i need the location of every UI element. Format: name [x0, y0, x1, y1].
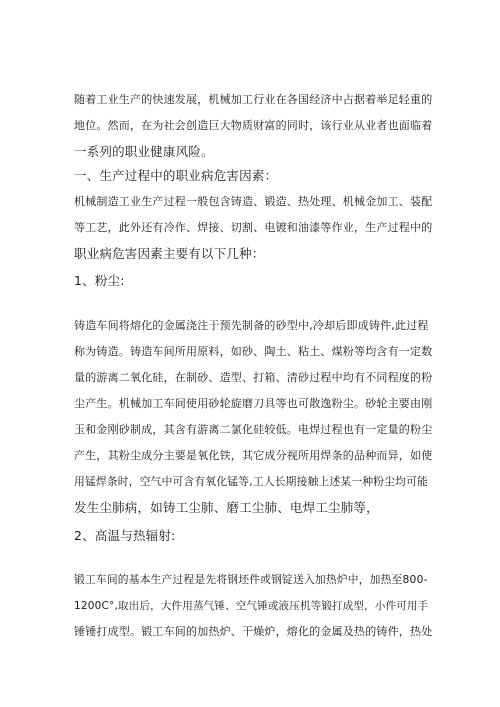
- item1-line-1: 铸造车间将熔化的金属浇注于预先制备的砂型中,冷却后即成铸件,此过程: [74, 319, 429, 332]
- item1-line-4: 尘产生。机械加工车间使用砂轮旋磨刀具等也可散逸粉尘。砂轮主要由刚: [74, 397, 433, 410]
- intro-line-3: 一系列的职业健康风险。: [74, 144, 214, 159]
- item1-line-7: 用锰焊条时，空气中可含有氧化锰等,工人长期接触上述某一种粉尘均可能: [74, 475, 429, 488]
- item1-line-3: 量的游离二氧化硅，在制砂、造型、打箱、清砂过程中均有不同程度的粉: [74, 371, 433, 384]
- intro-line-1: 随着工业生产的快速发展，机械加工行业在各国经济中占据着举足轻重的: [74, 93, 433, 106]
- item2-heading: 2、高温与热辐射:: [74, 528, 176, 543]
- intro-line-2: 地位。然而，在为社会创造巨大物质财富的同时，该行业从业者也面临着: [74, 119, 433, 132]
- item2-line-2: 1200C°,取出后，大件用蒸气锤、空气锤或液压机等锻打成型，小件可用手: [74, 600, 429, 612]
- item1-line-8: 发生尘肺病，如铸工尘肺、磨工尘肺、电焊工尘肺等，: [74, 500, 379, 515]
- section1-line-2: 等工艺，此外还有冷作、焊接、切割、电镀和油漆等作业，生产过程中的: [74, 221, 433, 234]
- section1-line-1: 机械制造工业生产过程一般包含铸造、锻造、热处理、机械金加工、装配: [74, 195, 433, 208]
- item1-line-2: 称为铸造。铸造车间所用原料，如砂、陶土、粘土、煤粉等均含有一定数: [74, 345, 433, 358]
- item1-line-6: 产生，其粉尘成分主要是氧化铁，其它成分视所用焊条的品种而异，如使: [74, 449, 433, 462]
- item1-line-5: 玉和金刚砂制成，其含有游离二氯化硅较低。电焊过程也有一定量的粉尘: [74, 423, 433, 436]
- item2-line-3: 锤锤打成型。锻工车间的加热炉、干燥炉，熔化的金属及热的铸件，热处: [74, 625, 433, 638]
- item1-heading: 1、粉尘:: [74, 273, 125, 288]
- item2-line-1: 锻工车间的基本生产过程是先将钢坯件或钢锭送入加热炉中，加热至800-: [74, 573, 428, 586]
- section1-heading: 一、生产过程中的职业病危害因素：: [74, 168, 278, 183]
- section1-line-3: 职业病危害因素主要有以下几种：: [74, 246, 265, 261]
